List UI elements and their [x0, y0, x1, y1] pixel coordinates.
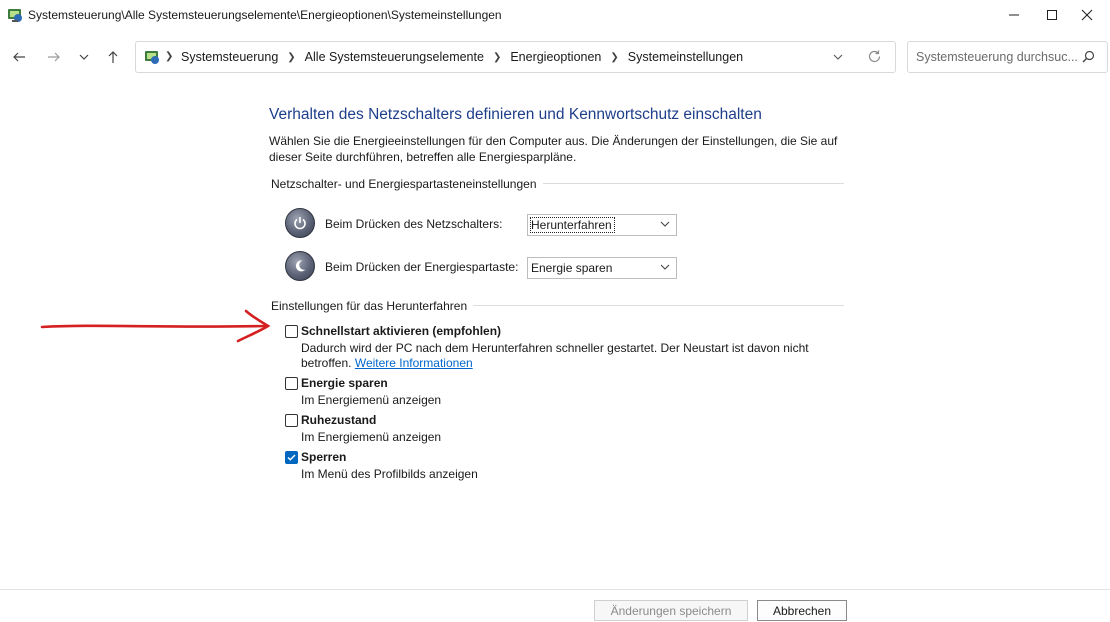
hibernate-checkbox[interactable] [285, 414, 298, 427]
chevron-right-icon: ❯ [610, 51, 619, 63]
hibernate-label[interactable]: Ruhezustand [301, 413, 377, 427]
breadcrumb-item[interactable]: Systemeinstellungen [627, 50, 744, 64]
sleep-label[interactable]: Energie sparen [301, 376, 388, 390]
refresh-icon [867, 49, 882, 64]
maximize-icon [1046, 9, 1058, 21]
close-button[interactable] [1064, 0, 1110, 30]
arrow-up-icon [106, 50, 120, 64]
hibernate-description: Im Energiemenü anzeigen [301, 430, 442, 444]
power-button-icon [285, 208, 315, 238]
chevron-right-icon: ❯ [287, 51, 296, 63]
power-button-action-value: Herunterfahren [531, 218, 612, 232]
search-icon [1082, 50, 1095, 66]
group-label-power: Netzschalter- und Energiespartasteneinstellungen [271, 177, 543, 191]
control-panel-icon [143, 48, 161, 69]
save-changes-button[interactable]: Änderungen speichern [594, 600, 748, 621]
up-button[interactable] [100, 44, 126, 70]
sleep-checkbox[interactable] [285, 377, 298, 390]
refresh-button[interactable] [867, 49, 882, 67]
lock-checkbox[interactable] [285, 451, 298, 464]
power-button-action-select[interactable] [527, 214, 677, 236]
chevron-right-icon: ❯ [492, 51, 502, 63]
breadcrumb-item[interactable]: Alle Systemsteuerungselemente [304, 50, 484, 64]
chevron-right-icon: ❯ [165, 51, 174, 62]
chevron-down-icon [832, 51, 844, 63]
sleep-description: Im Energiemenü anzeigen [301, 393, 442, 407]
annotation-arrow [38, 308, 274, 344]
sleep-button-action-value: Energie sparen [531, 261, 613, 275]
sleep-button-icon [285, 251, 315, 281]
recent-locations-button[interactable] [71, 44, 97, 70]
breadcrumb-item[interactable]: Energieoptionen [510, 50, 602, 64]
chevron-down-icon [660, 262, 670, 272]
footer-divider [0, 589, 1110, 590]
chevron-down-icon [660, 219, 670, 229]
sleep-button-action-select[interactable] [527, 257, 677, 279]
close-icon [1081, 9, 1093, 21]
arrow-left-icon [12, 50, 26, 64]
sleep-button-label: Beim Drücken der Energiespartaste: [325, 260, 519, 274]
forward-button[interactable] [41, 44, 67, 70]
more-info-link[interactable]: Weitere Informationen [354, 356, 473, 370]
page-title: Verhalten des Netzschalters definieren und Kennwortschutz einschalten [269, 106, 762, 123]
group-label-shutdown: Einstellungen für das Herunterfahren [271, 299, 473, 313]
cancel-button[interactable]: Abbrechen [757, 600, 847, 621]
lock-label[interactable]: Sperren [301, 450, 347, 464]
window-title: Systemsteuerung\Alle Systemsteuerungselemente\Energieoptionen\Systemeinstellungen [28, 8, 502, 22]
fast-startup-label[interactable]: Schnellstart aktivieren (empfohlen) [301, 324, 502, 338]
page-description: Wählen Sie die Energieeinstellungen für den Computer aus. Die Änderungen der Einstellungen, die Sie auf dieser Seite durchführen, betreffen alle Energiesparpläne. [269, 134, 838, 164]
arrow-right-icon [47, 50, 61, 64]
breadcrumb [181, 50, 743, 64]
checkmark-icon [286, 452, 297, 463]
power-button-label: Beim Drücken des Netzschalters: [325, 217, 503, 231]
search-placeholder: Systemsteuerung durchsuc... [916, 50, 1078, 64]
lock-description: Im Menü des Profilbilds anzeigen [301, 467, 478, 481]
back-button[interactable] [6, 44, 32, 70]
fast-startup-desc-text: Dadurch wird der PC nach dem Herunterfahren schneller gestartet. Der Neustart ist davon nicht betroffen. [301, 341, 809, 370]
fast-startup-description [301, 341, 831, 371]
breadcrumb-item[interactable]: Systemsteuerung [181, 50, 279, 64]
fast-startup-checkbox[interactable] [285, 325, 298, 338]
control-panel-icon [6, 6, 24, 24]
minimize-icon [1008, 9, 1020, 21]
chevron-down-icon [79, 52, 89, 62]
address-dropdown-button[interactable] [832, 51, 844, 66]
